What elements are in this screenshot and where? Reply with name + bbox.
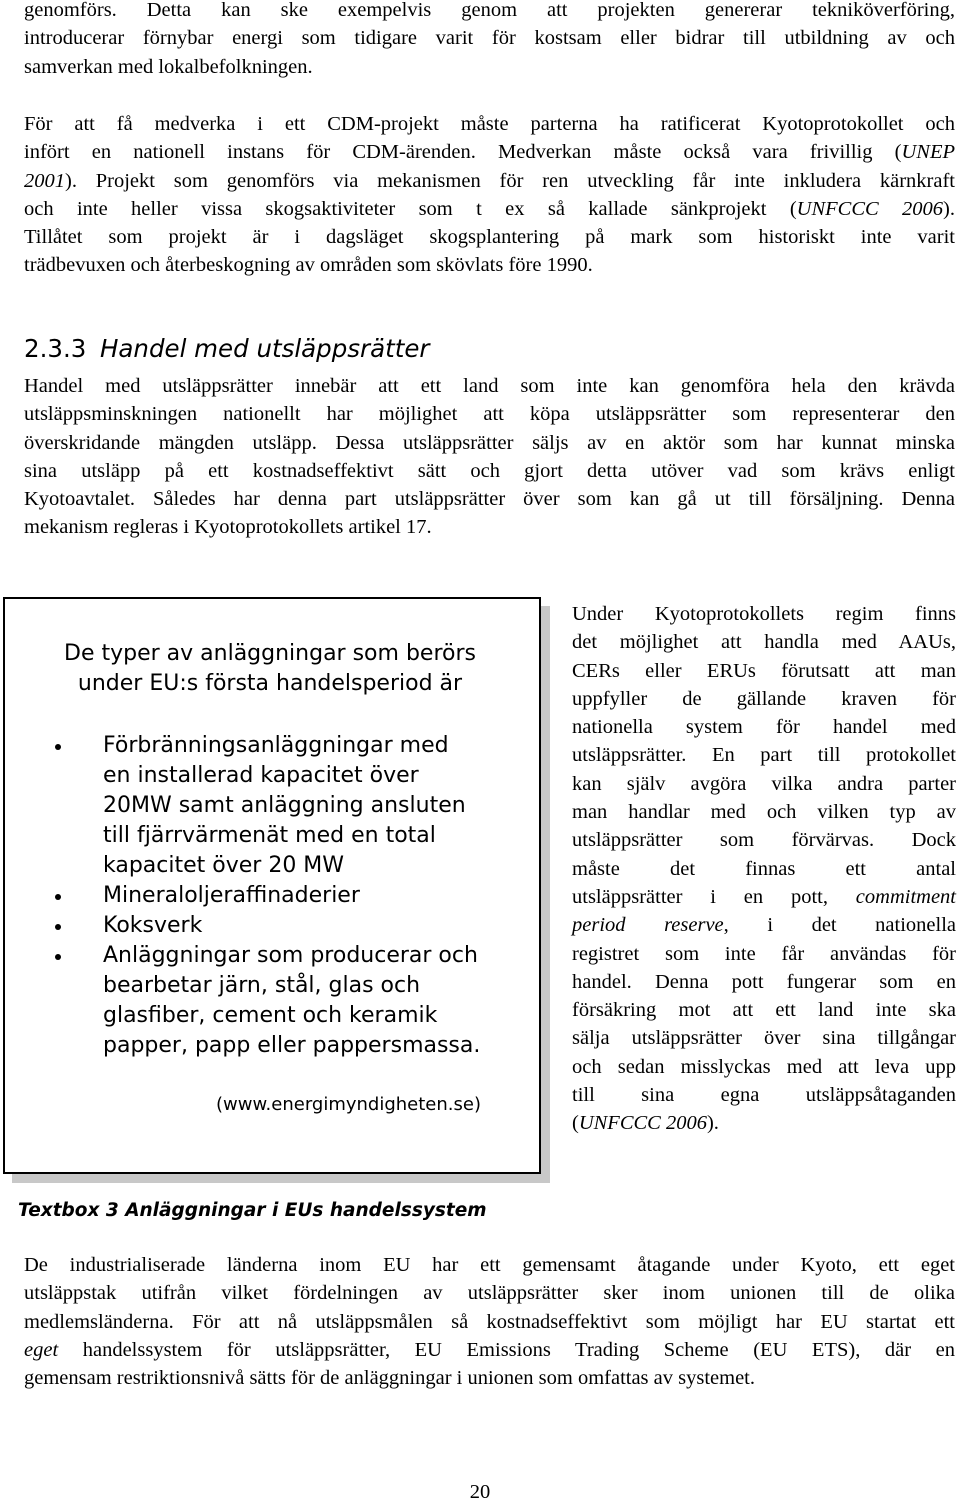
paragraph-eu-ets [24, 1251, 955, 1392]
text-line: trädbevuxen och återbeskogning av områden som skövlats före 1990. [24, 254, 593, 277]
text-line: samverkan med lokalbefolkningen. [24, 55, 313, 78]
paragraph-cdm-benefits [24, 0, 955, 81]
textbox-title [35, 639, 505, 699]
list-item-line: till fjärrvärmenät med en total [103, 823, 436, 848]
text-line: till sina egna utsläppsåtaganden [572, 1084, 956, 1107]
list-item-line: Förbränningsanläggningar med [103, 733, 449, 758]
text-line: eget handelssystem för utsläppsrätter, EU Emissions Trading Scheme (EU ETS), där en [24, 1338, 955, 1361]
text-line: måste det finnas ett antal [572, 857, 956, 880]
installation-list [55, 731, 525, 1061]
text-line: överskridande mängden utsläpp. Dessa utsläppsrätter säljs av en aktör som har kunnat minska [24, 431, 955, 454]
text-line: period reserve, i det nationella [572, 914, 957, 937]
paragraph-cdm-requirements [24, 110, 955, 280]
text-line: nationella system för handel med [572, 716, 956, 739]
paragraph-emissions-trading [24, 372, 955, 542]
list-item-line: en installerad kapacitet över [103, 763, 419, 788]
text-line: och sedan misslyckas med att leva upp [572, 1055, 956, 1078]
text-line: utsläppsrätter. En part till protokollet [572, 744, 956, 767]
list-item-line: papper, papp eller pappersmassa. [103, 1033, 481, 1058]
list-item-line: glasfiber, cement och keramik [103, 1003, 438, 1028]
text-line: CERs eller ERUs förutsatt att man [572, 659, 956, 682]
section-number: 2.3.3 [24, 334, 87, 363]
list-item [55, 941, 525, 1061]
text-line: introducerar förnybar energi som tidigare varit för kostsam eller bidrar till utbildning av och [24, 27, 955, 50]
text-line: Kyotoavtalet. Således har denna part utsläppsrätter över som kan gå ut till försäljning. Denna [24, 488, 955, 511]
textbox-source: (www.energimyndigheten.se) [216, 1094, 481, 1115]
list-item-line: 20MW samt anläggning ansluten [103, 793, 466, 818]
section-heading [24, 332, 430, 366]
text-line: mekanism regleras i Kyotoprotokollets artikel 17. [24, 516, 432, 539]
list-item [55, 731, 525, 881]
text-line: Handel med utsläppsrätter innebär att ett land som inte kan genomföra hela den krävda [24, 375, 955, 397]
section-title: Handel med utsläppsrätter [100, 334, 430, 363]
text-line: gemensam restriktionsnivå sätts för de anläggningar i unionen som omfattas av systemet. [24, 1367, 756, 1390]
paragraph-kyoto-regime [572, 600, 956, 1138]
text-line: och inte heller vissa skogsaktiviteter som t ex så kallade sänkprojekt (UNFCCC 2006). [24, 197, 955, 220]
text-line: (UNFCCC 2006). [572, 1112, 719, 1135]
bullet-icon [55, 744, 61, 750]
text-line: försäkring mot att ett land inte ska [572, 999, 956, 1022]
bullet-icon [55, 894, 61, 900]
textbox-caption: Textbox 3 Anläggningar i EUs handelssystem [18, 1200, 487, 1221]
textbox-title-line: under EU:s första handelsperiod är [77, 671, 463, 696]
text-line: Under Kyotoprotokollets regim finns [572, 603, 956, 625]
list-item-line: Anläggningar som producerar och [103, 943, 478, 968]
text-line: genomförs. Detta kan ske exempelvis genom att projekten genererar tekniköverföring, [24, 0, 955, 21]
text-line: kan själv avgöra vilka andra parter [572, 772, 956, 795]
text-line: 2001). Projekt som genomförs via mekanismen för ren utveckling får inte inkludera kärnkraft [24, 169, 955, 192]
text-line: handel. Denna pott fungerar som en [572, 970, 956, 993]
text-line: Tillåtet som projekt är i dagsläget skogsplantering på mark som historiskt inte varit [24, 226, 955, 249]
text-line: sina utsläpp på ett kostnadseffektivt sätt och gjort detta utöver vad som krävs enligt [24, 459, 955, 482]
text-line: utsläppsminskningen nationellt har möjlighet att köpa utsläppsrätter som representerar den [24, 403, 955, 426]
text-line: sälja utsläppsrätter över sina tillgångar [572, 1027, 956, 1050]
list-item-line: bearbetar järn, stål, glas och [103, 973, 421, 998]
page-number: 20 [469, 1481, 491, 1503]
list-item-line: kapacitet över 20 MW [103, 853, 345, 878]
bullet-icon [55, 924, 61, 930]
text-line: utsläppsrätter som förvärvas. Dock [572, 829, 956, 852]
text-line: det möjlighet att handla med AAUs, [572, 631, 956, 654]
list-item [55, 881, 525, 911]
text-line: utsläppsrätter i en pott, commitment [572, 885, 956, 908]
text-line: registret som inte får användas för [572, 942, 956, 965]
text-line: infört en nationell instans för CDM-ärenden. Medverkan måste också vara frivillig (UNEP [24, 141, 955, 164]
list-item [55, 911, 525, 941]
list-item-line: Mineraloljeraffinaderier [103, 883, 360, 908]
text-line: De industrialiserade länderna inom EU har ett gemensamt åtagande under Kyoto, ett eget [24, 1254, 955, 1276]
bullet-icon [55, 954, 61, 960]
list-item-line: Koksverk [103, 913, 203, 938]
text-line: För att få medverka i ett CDM-projekt måste parterna ha ratificerat Kyotoprotokollet och [24, 113, 955, 135]
textbox-title-line: De typer av anläggningar som berörs [64, 641, 476, 666]
text-line: man handlar med och vilken typ av [572, 801, 956, 824]
textbox-installations [3, 597, 541, 1174]
text-line: medlemsländerna. För att nå utsläppsmålen så kostnadseffektivt som möjligt har EU startat ett [24, 1310, 955, 1333]
text-line: utsläppstak utifrån vilket fördelningen av utsläppsrätter sker inom unionen till de olika [24, 1282, 955, 1305]
text-line: uppfyller de gällande kraven för [572, 687, 956, 710]
